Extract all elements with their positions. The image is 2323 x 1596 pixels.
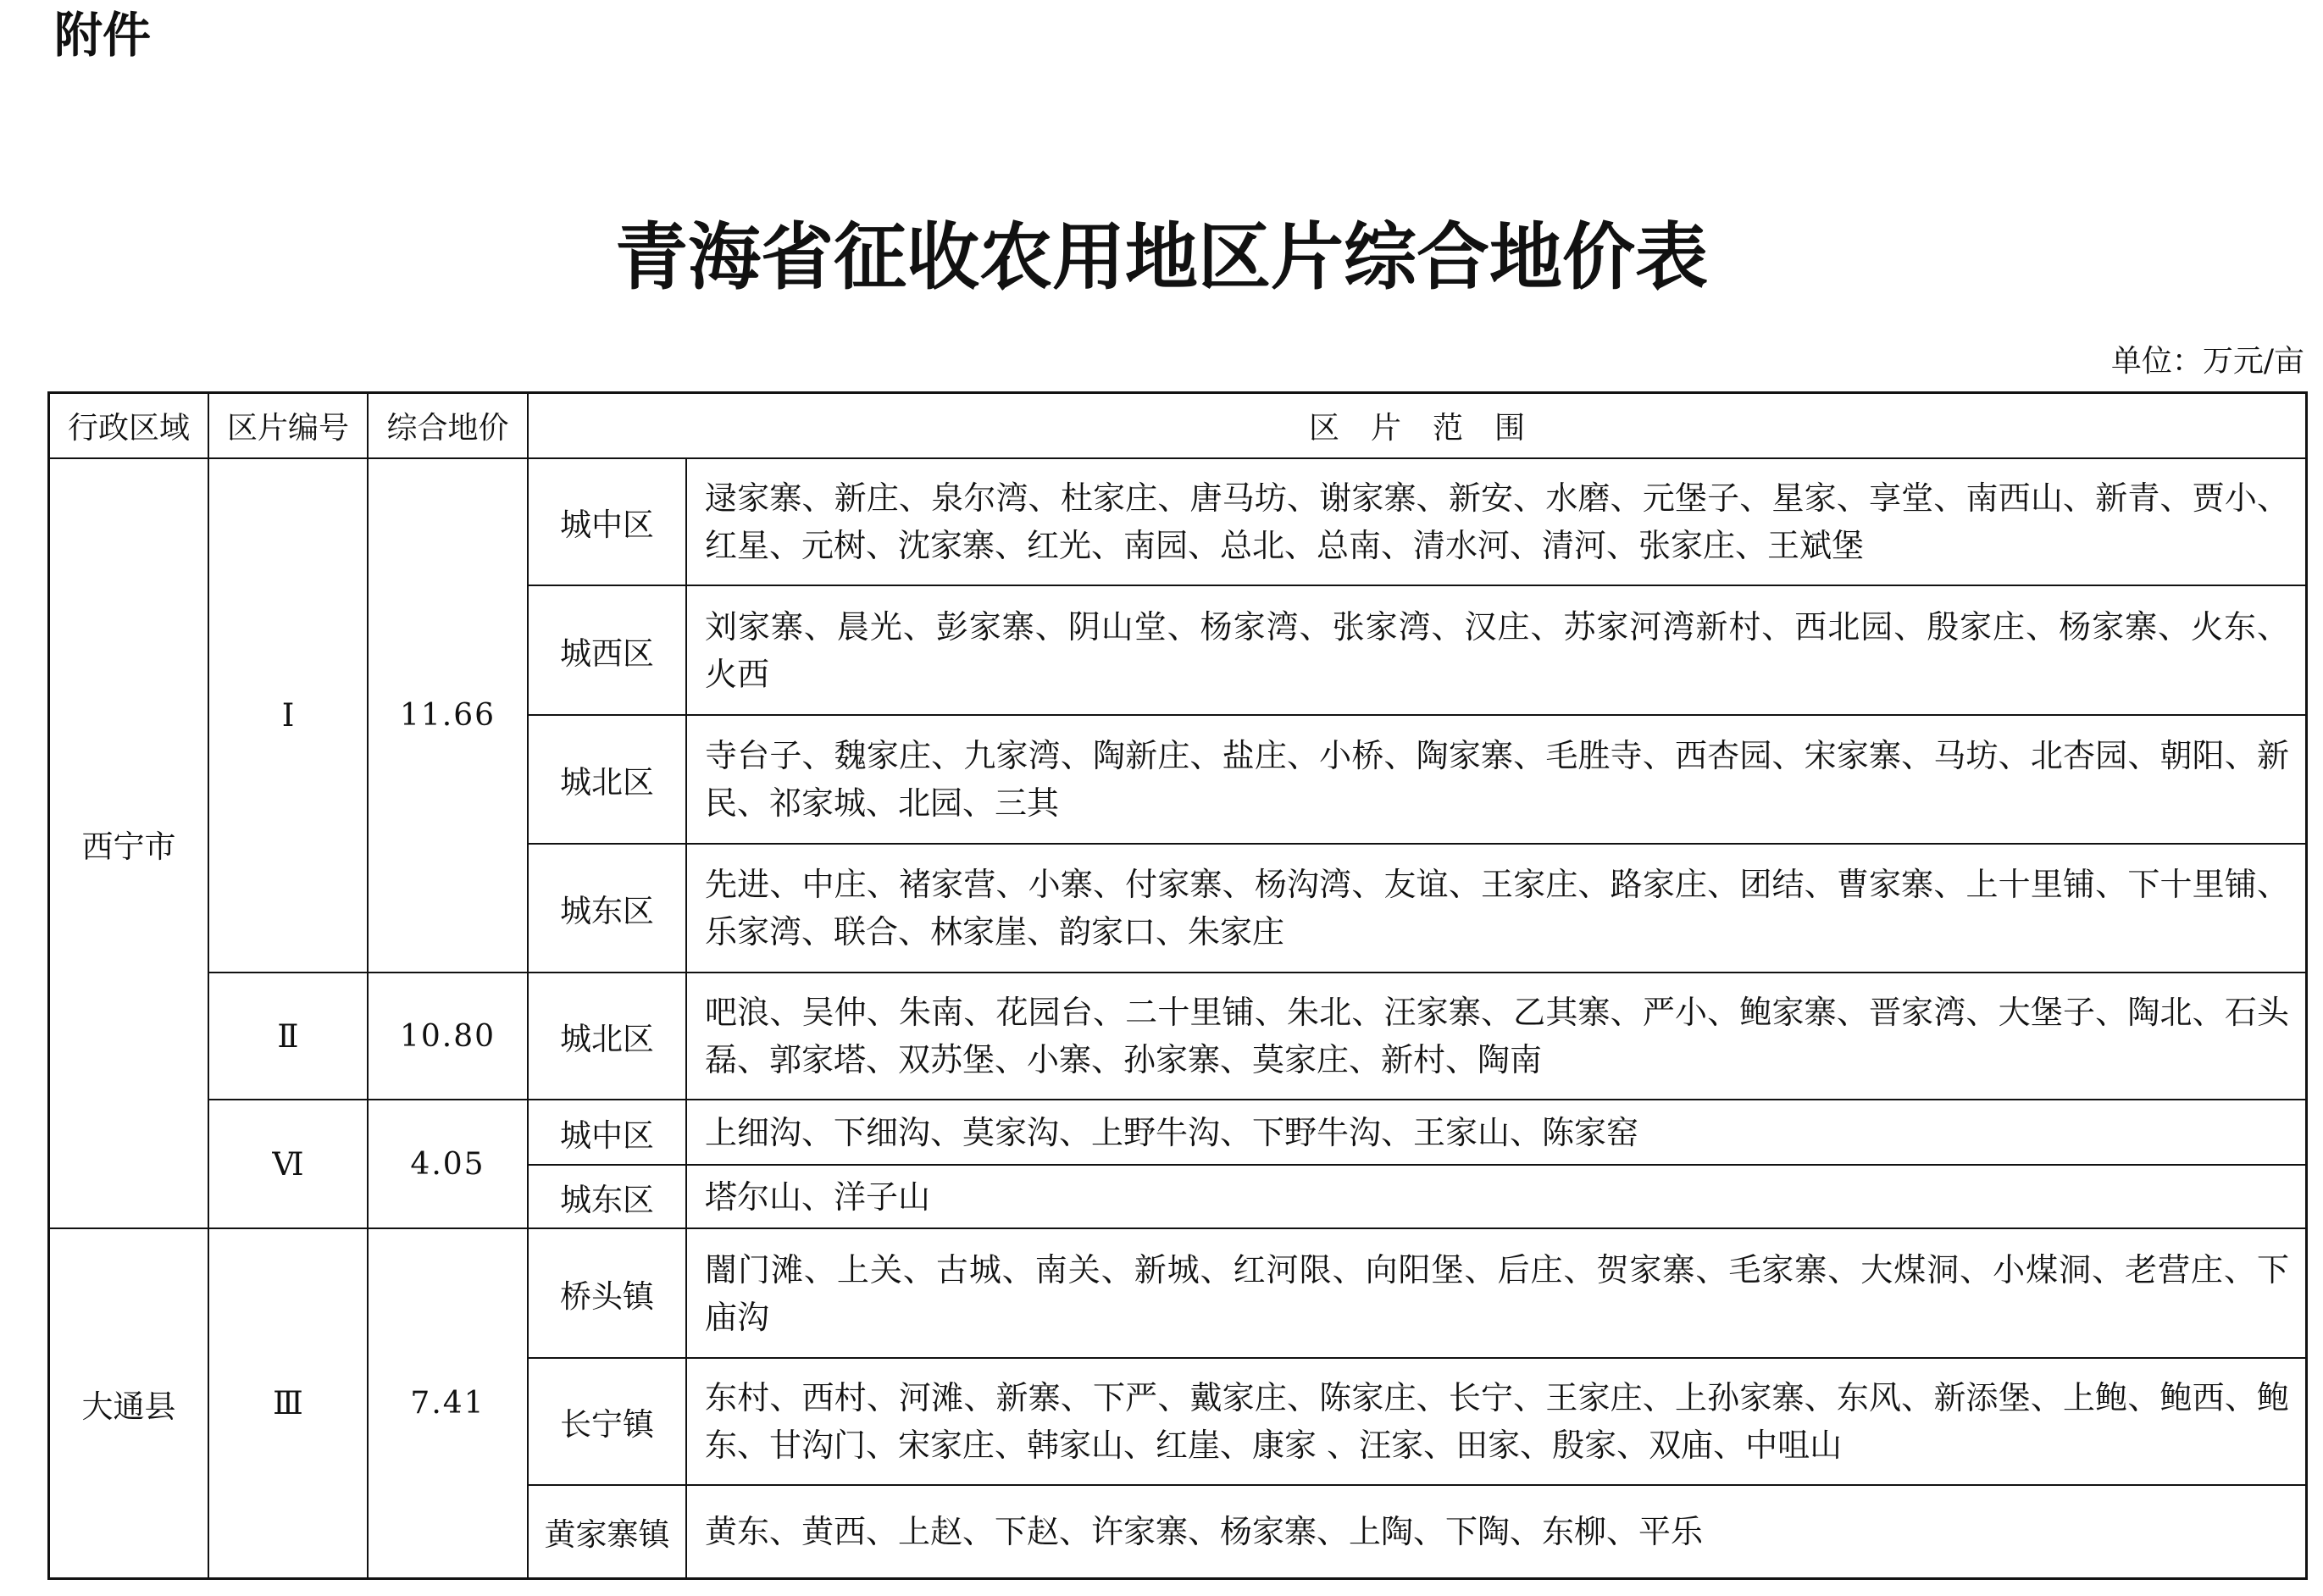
range-line: 红星、元树、沈家寨、红光、南园、总北、总南、清水河、清河、张家庄、王斌堡	[705, 527, 1865, 564]
attachment-label: 附件	[54, 8, 151, 64]
range-cell	[687, 845, 2305, 973]
range-cell	[687, 716, 2305, 845]
range-line: 闇门滩、上关、古城、南关、新城、红河限、向阳堡、后庄、贺家寨、毛家寨、大煤洞、小煤洞、老营庄、下	[705, 1250, 2289, 1288]
range-line: 黄东、黄西、上赵、下赵、许家寨、杨家寨、上陶、下陶、东柳、平乐	[705, 1513, 1704, 1550]
district-cell: 城北区	[529, 973, 687, 1100]
district-cell: 城中区	[529, 459, 687, 586]
range-line: 乐家湾、联合、林家崖、韵家口、朱家庄	[705, 913, 1285, 950]
range-line: 磊、郭家塔、双苏堡、小寨、孙家寨、莫家庄、新村、陶南	[705, 1041, 1543, 1078]
range-line: 塔尔山、洋子山	[705, 1178, 931, 1216]
range-line: 火西	[705, 655, 770, 693]
unit-label: 单位：万元/亩	[2110, 344, 2304, 379]
range-cell	[687, 1486, 2305, 1577]
range-line: 先进、中庄、褚家营、小寨、付家寨、杨沟湾、友谊、王家庄、路家庄、团结、曹家寨、上十里铺、下十里铺、	[705, 866, 2289, 903]
zone-no-cell-6: Ⅵ	[209, 1100, 369, 1229]
district-cell: 城西区	[529, 586, 687, 716]
region-cell-xining: 西宁市	[50, 459, 209, 1229]
document-title: 青海省征收农用地区片综合地价表	[615, 214, 1708, 300]
price-cell-1: 11.66	[369, 459, 529, 973]
district-cell: 长宁镇	[529, 1359, 687, 1486]
land-price-table	[47, 391, 2308, 1580]
range-line: 寺台子、魏家庄、九家湾、陶新庄、盐庄、小桥、陶家寨、毛胜寺、西杏园、宋家寨、马坊、北杏园、朝阳、新	[705, 737, 2289, 774]
zone-no-cell-2: Ⅱ	[209, 973, 369, 1100]
header-price: 综合地价	[369, 394, 529, 459]
header-range	[529, 394, 2305, 459]
zone-no-cell-3: Ⅲ	[209, 1229, 369, 1577]
district-cell: 城东区	[529, 845, 687, 973]
range-line: 东、甘沟门、宋家庄、韩家山、红崖、康家 、汪家、田家、殷家、双庙、中咀山	[705, 1427, 1843, 1464]
range-cell	[687, 973, 2305, 1100]
range-cell	[687, 1100, 2305, 1166]
district-cell: 桥头镇	[529, 1229, 687, 1359]
header-region: 行政区域	[50, 394, 209, 459]
district-cell: 城北区	[529, 716, 687, 845]
range-line: 吧浪、吴仲、朱南、花园台、二十里铺、朱北、汪家寨、乙其寨、严小、鲍家寨、晋家湾、大堡子、陶北、石头	[705, 994, 2289, 1031]
zone-no-cell-1: Ⅰ	[209, 459, 369, 973]
range-line: 民、祁家城、北园、三其	[705, 784, 1060, 822]
header-range-label: 区片范围	[1308, 411, 1556, 446]
range-line: 庙沟	[705, 1298, 770, 1336]
range-cell	[687, 459, 2305, 586]
district-cell: 黄家寨镇	[529, 1486, 687, 1577]
range-line: 东村、西村、河滩、新寨、下严、戴家庄、陈家庄、长宁、王家庄、上孙家寨、东风、新添堡、上鲍、鲍西、鲍	[705, 1379, 2289, 1416]
range-line: 上细沟、下细沟、莫家沟、上野牛沟、下野牛沟、王家山、陈家窑	[705, 1113, 1639, 1151]
range-cell	[687, 1166, 2305, 1229]
price-cell-6: 4.05	[369, 1100, 529, 1229]
range-line: 刘家寨、晨光、彭家寨、阴山堂、杨家湾、张家湾、汉庄、苏家河湾新村、西北园、殷家庄、杨家寨、火东、	[705, 607, 2289, 646]
price-cell-3: 7.41	[369, 1229, 529, 1577]
price-cell-2: 10.80	[369, 973, 529, 1100]
range-line: 逯家寨、新庄、泉尔湾、杜家庄、唐马坊、谢家寨、新安、水磨、元堡子、星家、享堂、南西山、新青、贾小、	[705, 479, 2289, 517]
district-cell: 城东区	[529, 1166, 687, 1229]
region-cell-datong: 大通县	[50, 1229, 209, 1577]
range-cell	[687, 1359, 2305, 1486]
range-cell	[687, 586, 2305, 716]
header-zone-no: 区片编号	[209, 394, 369, 459]
district-cell: 城中区	[529, 1100, 687, 1166]
range-cell	[687, 1229, 2305, 1359]
